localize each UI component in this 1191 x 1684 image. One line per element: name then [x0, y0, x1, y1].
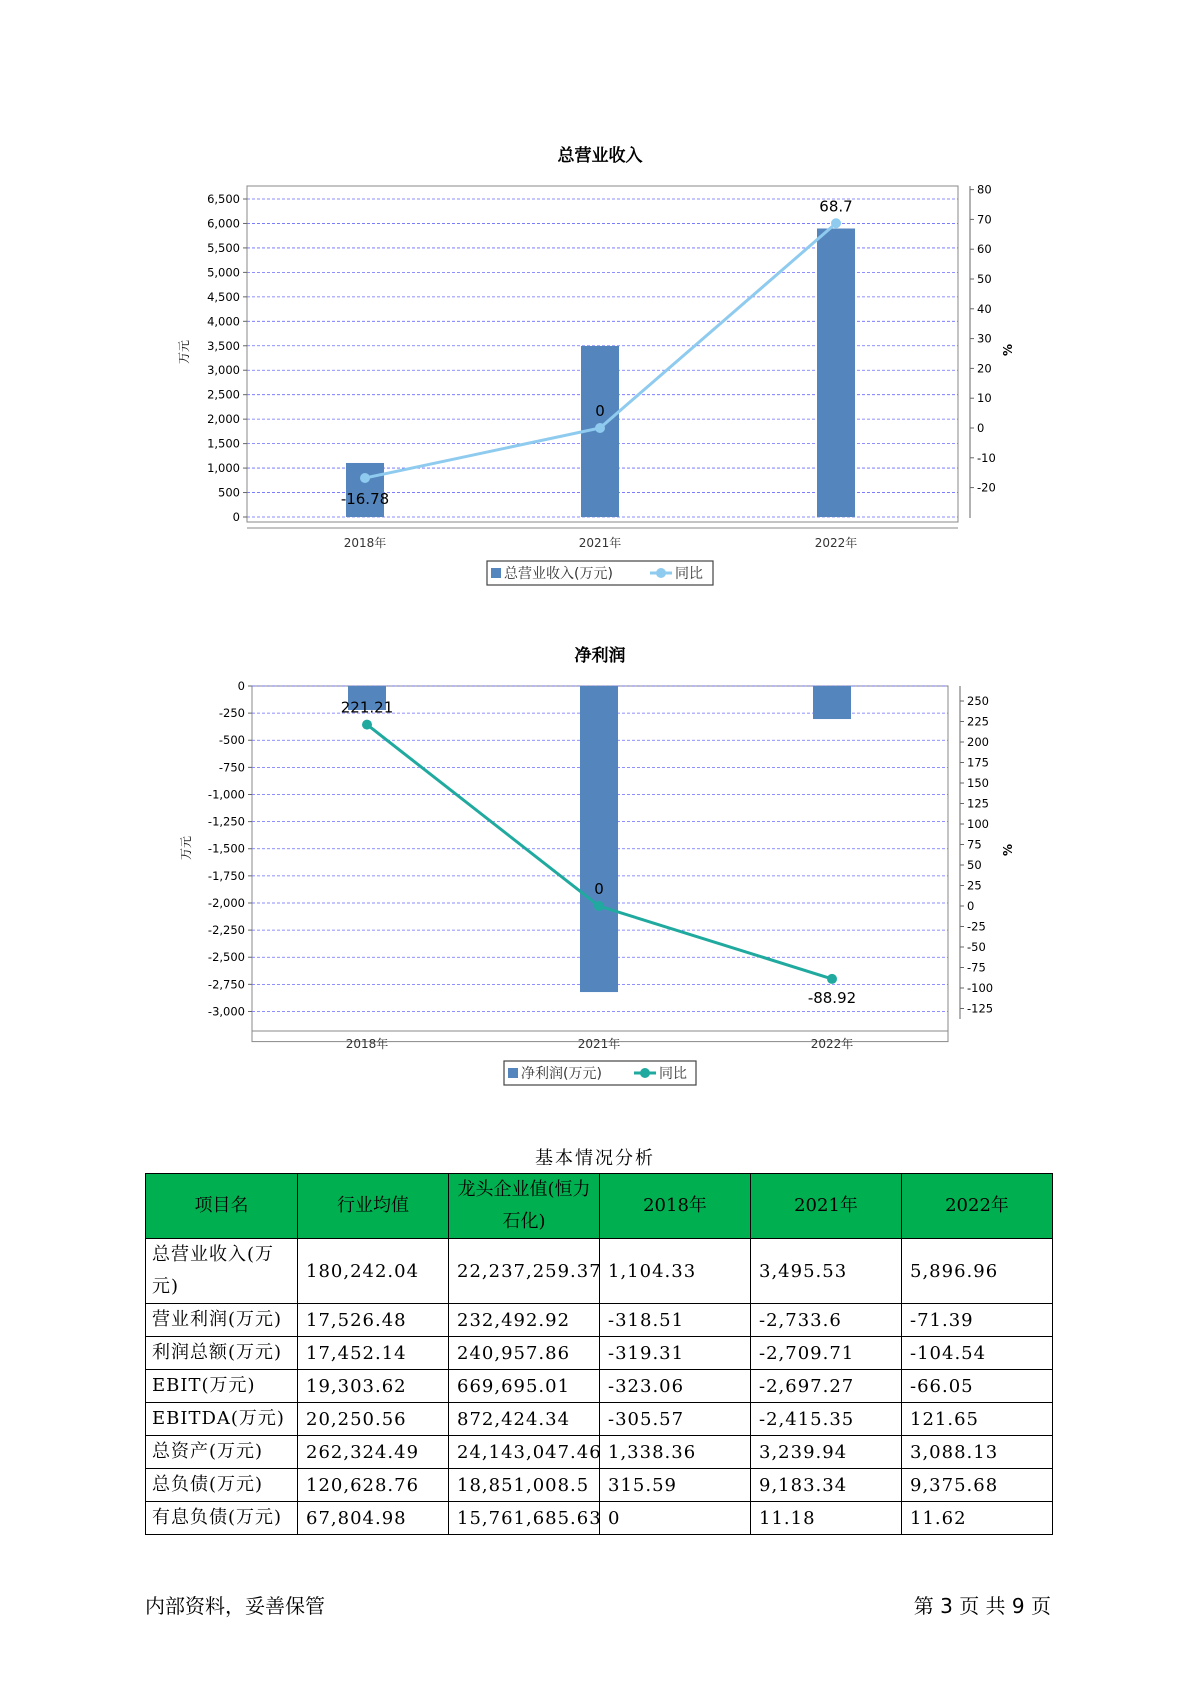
legend-bar-label: 总营业收入(万元)	[504, 566, 613, 582]
right-tick-label: 0	[977, 421, 985, 435]
left-tick-label: 3,000	[207, 363, 240, 378]
cell-2021: -2,415.35	[751, 1403, 902, 1436]
cell-2021: 3,239.94	[751, 1436, 902, 1469]
cell-2018: 315.59	[600, 1469, 751, 1502]
data-label: 68.7	[819, 197, 853, 216]
data-label: 0	[595, 402, 605, 420]
x-tick-label: 2018年	[345, 1037, 389, 1051]
cell-item: 有息负债(万元)	[146, 1502, 298, 1535]
cell-2021: -2,733.6	[751, 1304, 902, 1337]
left-tick-label: -1,750	[207, 868, 245, 883]
header-item-name: 项目名	[146, 1174, 298, 1239]
cell-leader-value: 22,237,259.37	[449, 1239, 600, 1304]
row-total-assets	[146, 1436, 1053, 1469]
right-tick-label: -20	[977, 480, 996, 495]
right-tick-label: 175	[967, 755, 989, 770]
cell-2022: 3,088.13	[902, 1436, 1053, 1469]
legend-line-label: 同比	[675, 566, 703, 582]
left-tick-label: 4,500	[207, 289, 240, 304]
header-industry-avg: 行业均值	[298, 1174, 449, 1239]
cell-leader-value: 872,424.34	[449, 1403, 600, 1436]
left-tick-label: -250	[218, 706, 245, 721]
right-tick-label: 10	[977, 391, 992, 406]
cell-industry-avg: 17,526.48	[298, 1304, 449, 1337]
cell-2022: -71.39	[902, 1304, 1053, 1337]
x-tick-label: 2022年	[814, 536, 858, 550]
cell-industry-avg: 262,324.49	[298, 1436, 449, 1469]
footer-page-number: 第 3 页 共 9 页	[913, 1594, 1051, 1618]
right-tick-label: 100	[967, 817, 989, 831]
left-tick-label: 5,500	[207, 240, 240, 255]
header-2021: 2021年	[751, 1174, 902, 1239]
cell-item: 总负债(万元)	[146, 1469, 298, 1502]
x-tick-label: 2018年	[343, 536, 387, 550]
bar-2022年	[813, 686, 851, 719]
row-interest-debt	[146, 1502, 1053, 1535]
cell-item: 利润总额(万元)	[146, 1337, 298, 1370]
left-tick-label: 500	[218, 485, 240, 500]
y-axis-right-label: %	[1001, 843, 1015, 857]
data-label: 0	[594, 880, 604, 898]
yoy-point	[360, 473, 370, 483]
left-tick-label: 5,000	[207, 265, 240, 280]
revenue-chart	[0, 0, 1191, 600]
data-label: -16.78	[340, 490, 390, 509]
right-tick-label: 25	[967, 878, 982, 893]
cell-2021: -2,709.71	[751, 1337, 902, 1370]
right-tick-label: -125	[967, 1001, 994, 1016]
cell-2018: 0	[600, 1502, 751, 1535]
row-ebitda	[146, 1403, 1053, 1436]
table-title: 基本情况分析	[535, 1148, 655, 1169]
cell-leader-value: 24,143,047.46	[449, 1436, 600, 1469]
cell-item: 总资产(万元)	[146, 1436, 298, 1469]
cell-leader-value: 15,761,685.63	[449, 1502, 600, 1535]
left-tick-label: 0	[232, 510, 240, 524]
cell-industry-avg: 120,628.76	[298, 1469, 449, 1502]
left-tick-label: 3,500	[207, 338, 240, 353]
left-tick-label: 0	[237, 679, 245, 693]
left-tick-label: -2,750	[207, 977, 245, 992]
right-tick-label: -75	[967, 960, 986, 975]
cell-2018: 1,104.33	[600, 1239, 751, 1304]
chart-title: 净利润	[574, 646, 626, 666]
y-axis-right-label: %	[1001, 343, 1015, 357]
right-tick-label: 75	[967, 837, 982, 852]
cell-2018: -318.51	[600, 1304, 751, 1337]
x-tick-label: 2021年	[577, 1037, 621, 1051]
cell-2021: -2,697.27	[751, 1370, 902, 1403]
left-tick-label: -1,250	[207, 814, 245, 829]
left-tick-label: -1,000	[207, 787, 245, 802]
right-tick-label: 200	[967, 735, 989, 749]
x-tick-label: 2022年	[810, 1037, 854, 1051]
basic-analysis-table	[145, 1173, 1053, 1535]
left-tick-label: -2,500	[207, 950, 245, 965]
net-profit-chart	[0, 600, 1191, 1100]
cell-item: EBIT(万元)	[146, 1370, 298, 1403]
table-header-row	[146, 1174, 1053, 1239]
cell-2018: 1,338.36	[600, 1436, 751, 1469]
right-tick-label: 20	[977, 361, 992, 376]
row-operating-profit	[146, 1304, 1053, 1337]
cell-2021: 9,183.34	[751, 1469, 902, 1502]
cell-leader-value: 669,695.01	[449, 1370, 600, 1403]
cell-2022: 121.65	[902, 1403, 1053, 1436]
yoy-point	[831, 218, 841, 228]
left-tick-label: -2,000	[207, 895, 245, 910]
cell-2022: -66.05	[902, 1370, 1053, 1403]
right-tick-label: -10	[977, 450, 996, 465]
header-2018: 2018年	[600, 1174, 751, 1239]
right-tick-label: 250	[967, 694, 989, 708]
right-tick-label: 225	[967, 714, 989, 729]
cell-2021: 3,495.53	[751, 1239, 902, 1304]
right-tick-label: 80	[977, 182, 992, 197]
row-total-liabilities	[146, 1469, 1053, 1502]
cell-2022: -104.54	[902, 1337, 1053, 1370]
footer-confidential: 内部资料，妥善保管	[145, 1594, 325, 1618]
row-total-profit	[146, 1337, 1053, 1370]
y-axis-label: 万元	[177, 339, 191, 365]
cell-2022: 9,375.68	[902, 1469, 1053, 1502]
left-tick-label: 6,000	[207, 216, 240, 231]
x-tick-label: 2021年	[578, 536, 622, 550]
cell-item: EBITDA(万元)	[146, 1403, 298, 1436]
right-tick-label: 40	[977, 301, 992, 316]
cell-2018: -323.06	[600, 1370, 751, 1403]
cell-industry-avg: 180,242.04	[298, 1239, 449, 1304]
header-leader-value: 龙头企业值(恒力石化)	[449, 1174, 600, 1239]
left-tick-label: -1,500	[207, 841, 245, 856]
left-tick-label: 2,500	[207, 387, 240, 402]
cell-industry-avg: 19,303.62	[298, 1370, 449, 1403]
cell-2022: 11.62	[902, 1502, 1053, 1535]
right-tick-label: 0	[967, 899, 975, 913]
legend-line-marker	[640, 1068, 650, 1078]
right-tick-label: -50	[967, 940, 986, 954]
right-tick-label: -25	[967, 919, 986, 934]
left-tick-label: 6,500	[207, 192, 240, 206]
data-label: -88.92	[807, 988, 857, 1007]
legend-line-label: 同比	[659, 1066, 687, 1082]
legend-bar-swatch	[508, 1068, 518, 1078]
bar-2022年	[817, 229, 855, 517]
chart-title: 总营业收入	[557, 146, 643, 166]
data-label: 221.21	[340, 698, 394, 717]
legend-bar-label: 净利润(万元)	[521, 1066, 602, 1082]
row-total-revenue	[146, 1239, 1053, 1304]
right-tick-label: 60	[977, 242, 992, 257]
cell-industry-avg: 67,804.98	[298, 1502, 449, 1535]
right-tick-label: 30	[977, 331, 992, 346]
cell-2021: 11.18	[751, 1502, 902, 1535]
left-tick-label: -2,250	[207, 923, 245, 938]
left-tick-label: -3,000	[207, 1004, 245, 1019]
left-tick-label: 4,000	[207, 314, 240, 329]
left-tick-label: -750	[218, 760, 245, 775]
yoy-point	[827, 974, 837, 984]
cell-2022: 5,896.96	[902, 1239, 1053, 1304]
right-tick-label: 125	[967, 796, 989, 811]
left-tick-label: 1,500	[207, 436, 240, 451]
yoy-point	[594, 901, 604, 911]
header-2022: 2022年	[902, 1174, 1053, 1239]
right-tick-label: 50	[967, 858, 982, 872]
cell-industry-avg: 20,250.56	[298, 1403, 449, 1436]
right-tick-label: 50	[977, 272, 992, 286]
legend-line-marker	[656, 568, 666, 578]
cell-leader-value: 18,851,008.5	[449, 1469, 600, 1502]
bar-2021年	[580, 686, 618, 992]
right-tick-label: 150	[967, 776, 989, 790]
cell-leader-value: 240,957.86	[449, 1337, 600, 1370]
left-tick-label: 2,000	[207, 412, 240, 427]
left-tick-label: -500	[218, 733, 245, 748]
legend-bar-swatch	[491, 568, 501, 578]
right-tick-label: -100	[967, 981, 994, 995]
cell-2018: -305.57	[600, 1403, 751, 1436]
y-axis-label: 万元	[179, 835, 193, 861]
cell-item: 总营业收入(万元)	[146, 1239, 298, 1304]
cell-2018: -319.31	[600, 1337, 751, 1370]
yoy-point	[362, 720, 372, 730]
left-tick-label: 1,000	[207, 461, 240, 476]
yoy-point	[595, 423, 605, 433]
cell-item: 营业利润(万元)	[146, 1304, 298, 1337]
right-tick-label: 70	[977, 212, 992, 227]
cell-industry-avg: 17,452.14	[298, 1337, 449, 1370]
row-ebit	[146, 1370, 1053, 1403]
cell-leader-value: 232,492.92	[449, 1304, 600, 1337]
